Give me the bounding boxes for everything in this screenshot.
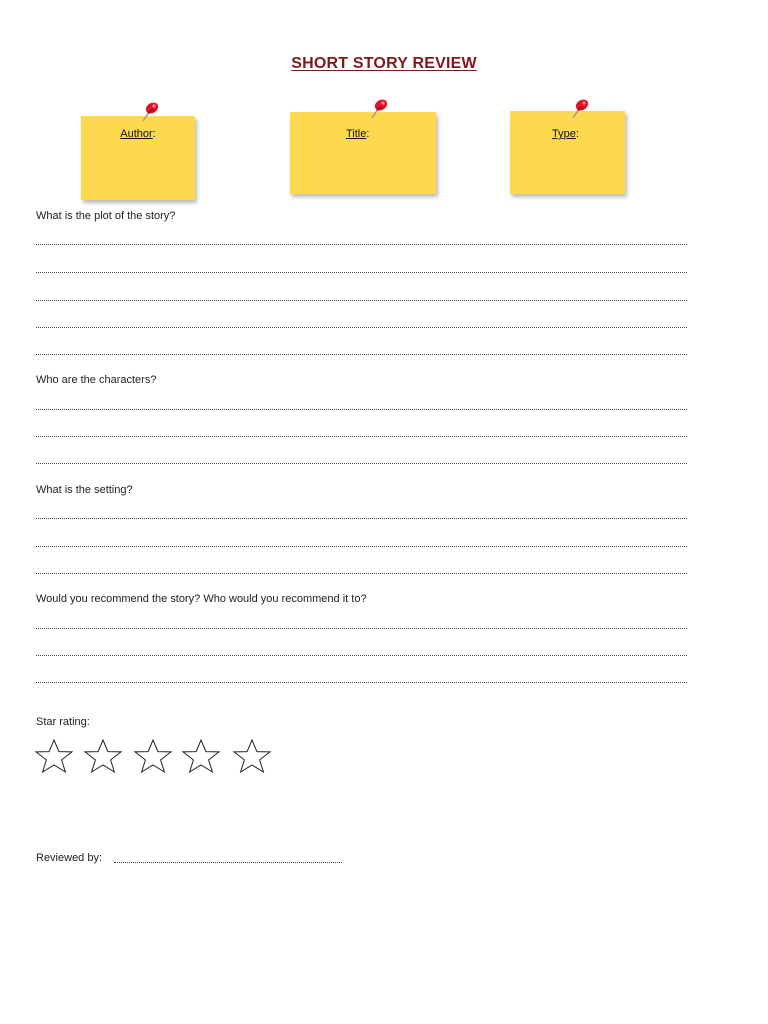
type-label: Type: — [552, 128, 579, 140]
star-rating-label: Star rating: — [36, 716, 90, 728]
answer-line[interactable] — [36, 628, 687, 629]
push-pin-icon — [567, 96, 593, 122]
answer-line[interactable] — [36, 300, 687, 301]
answer-line[interactable] — [36, 436, 687, 437]
answer-line[interactable] — [36, 463, 687, 464]
star-outline-icon[interactable] — [179, 738, 223, 774]
question-plot: What is the plot of the story? — [36, 210, 176, 222]
answer-line[interactable] — [36, 573, 687, 574]
push-pin-icon — [137, 99, 163, 125]
type-note — [510, 111, 625, 194]
push-pin-icon — [366, 96, 392, 122]
title-note — [290, 112, 436, 194]
question-setting: What is the setting? — [36, 484, 133, 496]
answer-line[interactable] — [36, 327, 687, 328]
reviewed-by-line[interactable] — [114, 862, 342, 863]
answer-line[interactable] — [36, 655, 687, 656]
star-outline-icon[interactable] — [131, 738, 175, 774]
answer-line[interactable] — [36, 354, 687, 355]
title-label: Title: — [346, 128, 370, 140]
answer-line[interactable] — [36, 546, 687, 547]
answer-line[interactable] — [36, 409, 687, 410]
answer-line[interactable] — [36, 272, 687, 273]
question-recommend: Would you recommend the story? Who would you recommend it to? — [36, 593, 367, 605]
answer-line[interactable] — [36, 682, 687, 683]
question-characters: Who are the characters? — [36, 374, 157, 386]
star-outline-icon[interactable] — [230, 738, 274, 774]
answer-line[interactable] — [36, 518, 687, 519]
author-note — [81, 116, 195, 200]
star-outline-icon[interactable] — [32, 738, 76, 774]
star-outline-icon[interactable] — [81, 738, 125, 774]
author-label: Author: — [120, 128, 156, 140]
answer-line[interactable] — [36, 244, 687, 245]
reviewed-by-label: Reviewed by: — [36, 852, 103, 864]
page-title: SHORT STORY REVIEW — [291, 55, 477, 72]
